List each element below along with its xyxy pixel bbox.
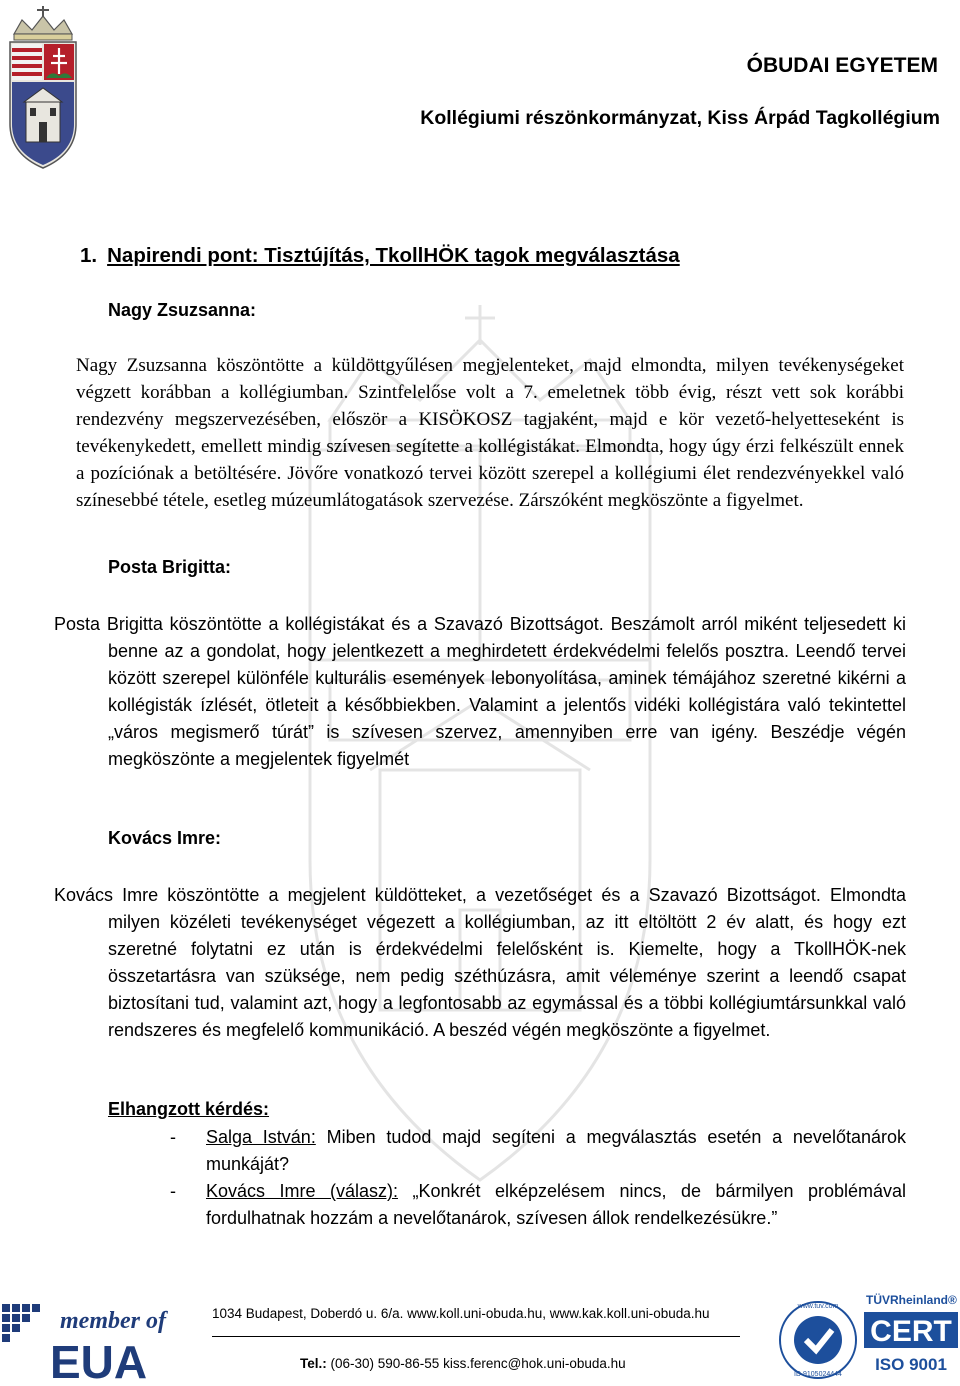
answer-body bbox=[206, 1178, 906, 1232]
speaker-text-kovacs-imre-body: Kovács Imre köszöntötte a megjelent küldötteket, a vezetőséget és a Szavazó Bizottságot. Elmondta milyen közéleti tevékenységet végezett a kollégiumban, az itt eltöltött 2 év alatt, és hogy ezt szeretné folytatni ez után is érdekvédelmi felelősként is. Kiemelte, hogy a TkollHÖK-nek összetartásra van szüksége, nem pedig széthúzásra, amit véleménye szerint a leendő csapat biztosítani tud, valamint azt, hogy a legfontosabb az egymással és a többi kollégiumtársunkkal való rendszeres és megfelelő kommunikáció. A beszéd végén megköszönte a figyelmet. bbox=[54, 885, 906, 1040]
eua-member-logo bbox=[0, 1298, 190, 1384]
list-dash: - bbox=[170, 1181, 176, 1201]
speaker-name-posta-brigitta: Posta Brigitta: bbox=[108, 557, 232, 577]
tuv-brand-text: TÜVRheinland® bbox=[866, 1293, 957, 1307]
agenda-title bbox=[80, 244, 680, 268]
speaker-name-nagy-zsuzsanna: Nagy Zsuzsanna: bbox=[108, 300, 257, 320]
university-name: ÓBUDAI EGYETEM bbox=[746, 54, 938, 77]
speaker-text-posta-brigitta-body: Posta Brigitta köszöntötte a kollégistákat és a Szavazó Bizottságot. Beszámolt arról miként teljesedett ki benne az a gondolat, hogy jelentkezett a meghirdetett érdekvédelmi felelős posztra. Leendő tervei között szerepel különféle kulturális események lebonyolítása, aminek témájához szeretné kikérni a kollégisták ízlését, ötleteit a későbbiekben. Valamint a jelentős vidéki kollégistára való tekintettel „város megismerő túrát” is szívesen szervez, amennyiben erre van igény. Beszédje végén megköszönte a megjelentek figyelmét bbox=[54, 614, 906, 769]
answer-text: „Konkrét elképzelésem nincs, de bármilyen problémával fordulhatnak hozzám a nevelőtanárok, szívesen állok rendelkezésükre.” bbox=[206, 1181, 906, 1228]
question-author: Salga István: bbox=[206, 1127, 316, 1147]
agenda-number: 1. bbox=[80, 244, 98, 267]
list-dash: - bbox=[170, 1127, 176, 1147]
question-item bbox=[170, 1124, 906, 1178]
university-crest-logo bbox=[6, 4, 80, 170]
questions-heading: Elhangzott kérdés: bbox=[108, 1099, 270, 1119]
speaker-text-kovacs-imre bbox=[54, 882, 906, 1044]
footer-divider bbox=[212, 1336, 740, 1337]
speaker-name-kovacs-imre: Kovács Imre: bbox=[108, 828, 222, 848]
tuv-cert-logo bbox=[774, 1290, 960, 1384]
tuv-seal-id: ID 9105024444 bbox=[794, 1371, 842, 1378]
footer-address: 1034 Budapest, Doberdó u. 6/a. www.koll.uni-obuda.hu, www.kak.koll.uni-obuda.hu bbox=[212, 1306, 710, 1321]
question-text: Miben tudod majd segíteni a megválasztás esetén a nevelőtanárok munkáját? bbox=[206, 1127, 906, 1174]
eua-member-text: member of bbox=[60, 1308, 166, 1334]
answer-author: Kovács Imre (válasz): bbox=[206, 1181, 398, 1201]
answer-item bbox=[170, 1178, 906, 1232]
tuv-iso-text: ISO 9001 bbox=[875, 1355, 947, 1374]
agenda-title-text: Napirendi pont: Tisztújítás, TkollHÖK tagok megválasztása bbox=[107, 244, 680, 267]
footer-contact bbox=[300, 1356, 626, 1371]
speaker-text-nagy-zsuzsanna: Nagy Zsuzsanna köszöntötte a küldöttgyűlésen megjelenteket, majd elmondta, milyen tevékenységeket végzett korábban a kollégiumban. Szintfelelőse volt a 7. emeletnek több évig, részt vett sok korábbi rendezvény megszervezésében, először a KISÖKOSZ tagjaként, majd e kör vezető-helyetteseként is tevékenykedett, emellett mindig szívesen segítette a kollégistákat. Elmondta, hogy úgy érzi felkészült ennek a pozíciónak a betöltésére. Jövőre vonatkozó tervei között szerepel a kollégiumi élet rendezvényekkel való színesebbé tétele, esetleg múzeumlátogatások szervezése. Zárszóként megköszönte a figyelmet. bbox=[76, 355, 904, 511]
phone-label: Tel.: bbox=[300, 1356, 327, 1371]
question-body bbox=[206, 1124, 906, 1178]
tuv-seal-url: www.tuv.com bbox=[797, 1303, 839, 1310]
dormitory-name: Kollégiumi részönkormányzat, Kiss Árpád Tagkollégium bbox=[420, 107, 940, 129]
eua-text: EUA bbox=[50, 1336, 148, 1384]
phone-and-email: (06-30) 590-86-55 kiss.ferenc@hok.uni-obuda.hu bbox=[326, 1356, 626, 1371]
tuv-cert-text: CERT bbox=[870, 1315, 952, 1348]
speaker-text-posta-brigitta bbox=[54, 611, 906, 773]
